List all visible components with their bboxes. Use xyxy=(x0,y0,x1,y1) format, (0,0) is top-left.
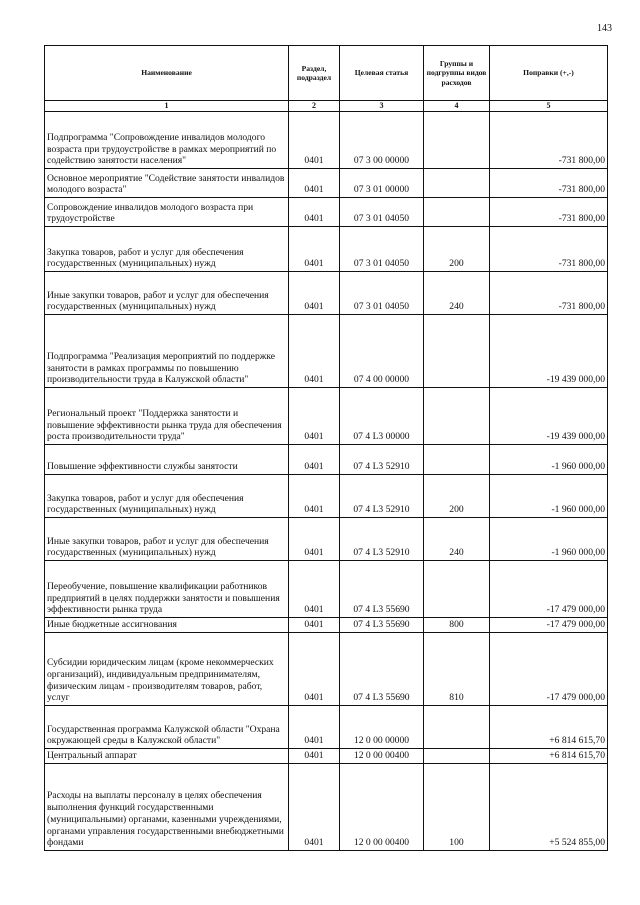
row-target: 07 4 L3 52910 xyxy=(340,475,424,518)
row-target: 07 3 01 04050 xyxy=(340,227,424,272)
table-row xyxy=(45,112,608,169)
row-name: Субсидии юридическим лицам (кроме некоммерческих организаций), индивидуальным предпринимателям, физическим лицам - производителям товаров, работ, услуг xyxy=(45,633,289,706)
row-group: 100 xyxy=(424,764,490,851)
row-group xyxy=(424,315,490,388)
row-amount: -19 439 000,00 xyxy=(490,315,608,388)
column-number: 4 xyxy=(424,101,490,112)
row-name: Закупка товаров, работ и услуг для обеспечения государственных (муниципальных) нужд xyxy=(45,227,289,272)
row-amount: -731 800,00 xyxy=(490,198,608,227)
header-name: Наименование xyxy=(45,46,289,101)
row-target: 12 0 00 00000 xyxy=(340,706,424,749)
row-group: 240 xyxy=(424,272,490,315)
row-name: Расходы на выплаты персоналу в целях обеспечения выполнения функций государственными (муниципальными) органами, казенными учреждениями, органами управления государственными внебюджетными фондами xyxy=(45,764,289,851)
row-target: 07 4 L3 55690 xyxy=(340,618,424,633)
row-name: Региональный проект "Поддержка занятости и повышение эффективности рынка труда для обеспечения роста производительности труда" xyxy=(45,388,289,445)
row-amount: +6 814 615,70 xyxy=(490,706,608,749)
row-amount: +5 524 855,00 xyxy=(490,764,608,851)
row-group: 810 xyxy=(424,633,490,706)
row-name: Подпрограмма "Реализация мероприятий по поддержке занятости в рамках программы по повышению производительности труда в Калужской области" xyxy=(45,315,289,388)
table-row xyxy=(45,227,608,272)
row-section: 0401 xyxy=(289,518,340,561)
row-amount: -17 479 000,00 xyxy=(490,633,608,706)
row-group: 800 xyxy=(424,618,490,633)
row-target: 07 4 L3 00000 xyxy=(340,388,424,445)
header-section: Раздел, подраздел xyxy=(289,46,340,101)
table-row xyxy=(45,169,608,198)
header-amendments: Поправки (+,-) xyxy=(490,46,608,101)
column-number: 2 xyxy=(289,101,340,112)
column-number: 1 xyxy=(45,101,289,112)
table-row xyxy=(45,198,608,227)
row-amount: -17 479 000,00 xyxy=(490,561,608,618)
row-amount: -19 439 000,00 xyxy=(490,388,608,445)
row-section: 0401 xyxy=(289,445,340,475)
row-section: 0401 xyxy=(289,561,340,618)
row-section: 0401 xyxy=(289,475,340,518)
table-row xyxy=(45,561,608,618)
row-section: 0401 xyxy=(289,169,340,198)
row-amount: -731 800,00 xyxy=(490,112,608,169)
row-section: 0401 xyxy=(289,112,340,169)
row-name: Подпрограмма "Сопровождение инвалидов молодого возраста при трудоустройстве в рамках мероприятий по содействию занятости населения" xyxy=(45,112,289,169)
row-target: 07 4 L3 55690 xyxy=(340,633,424,706)
row-group: 200 xyxy=(424,475,490,518)
table-row xyxy=(45,706,608,749)
row-group xyxy=(424,388,490,445)
row-group xyxy=(424,169,490,198)
row-section: 0401 xyxy=(289,618,340,633)
row-target: 07 3 00 00000 xyxy=(340,112,424,169)
row-name: Переобучение, повышение квалификации работников предприятий в целях поддержки занятости и повышения эффективности рынка труда xyxy=(45,561,289,618)
header-groups: Группы и подгруппы видов расходов xyxy=(424,46,490,101)
table-row xyxy=(45,272,608,315)
row-amount: -731 800,00 xyxy=(490,272,608,315)
row-target: 07 4 00 00000 xyxy=(340,315,424,388)
row-group xyxy=(424,749,490,764)
row-target: 12 0 00 00400 xyxy=(340,764,424,851)
budget-amendments-table xyxy=(44,45,608,851)
row-group xyxy=(424,445,490,475)
row-name: Закупка товаров, работ и услуг для обеспечения государственных (муниципальных) нужд xyxy=(45,475,289,518)
row-name: Иные закупки товаров, работ и услуг для обеспечения государственных (муниципальных) нужд xyxy=(45,518,289,561)
row-target: 07 3 01 04050 xyxy=(340,198,424,227)
row-name: Иные бюджетные ассигнования xyxy=(45,618,289,633)
row-group xyxy=(424,198,490,227)
row-name: Сопровождение инвалидов молодого возраста при трудоустройстве xyxy=(45,198,289,227)
column-number: 5 xyxy=(490,101,608,112)
column-number: 3 xyxy=(340,101,424,112)
column-number-row xyxy=(45,101,608,112)
row-amount: -731 800,00 xyxy=(490,227,608,272)
table-row xyxy=(45,633,608,706)
row-target: 12 0 00 00400 xyxy=(340,749,424,764)
row-section: 0401 xyxy=(289,764,340,851)
row-target: 07 4 L3 52910 xyxy=(340,518,424,561)
row-amount: -1 960 000,00 xyxy=(490,518,608,561)
row-section: 0401 xyxy=(289,315,340,388)
row-amount: -1 960 000,00 xyxy=(490,475,608,518)
row-amount: -1 960 000,00 xyxy=(490,445,608,475)
table-row xyxy=(45,445,608,475)
row-section: 0401 xyxy=(289,388,340,445)
row-section: 0401 xyxy=(289,749,340,764)
row-section: 0401 xyxy=(289,706,340,749)
row-target: 07 4 L3 52910 xyxy=(340,445,424,475)
row-group xyxy=(424,706,490,749)
row-section: 0401 xyxy=(289,272,340,315)
row-group: 200 xyxy=(424,227,490,272)
row-name: Государственная программа Калужской области "Охрана окружающей среды в Калужской области" xyxy=(45,706,289,749)
row-group xyxy=(424,112,490,169)
row-target: 07 3 01 00000 xyxy=(340,169,424,198)
table-row xyxy=(45,315,608,388)
row-amount: -731 800,00 xyxy=(490,169,608,198)
table-row xyxy=(45,475,608,518)
row-amount: -17 479 000,00 xyxy=(490,618,608,633)
row-section: 0401 xyxy=(289,198,340,227)
row-group: 240 xyxy=(424,518,490,561)
row-name: Иные закупки товаров, работ и услуг для обеспечения государственных (муниципальных) нужд xyxy=(45,272,289,315)
row-name: Центральный аппарат xyxy=(45,749,289,764)
row-group xyxy=(424,561,490,618)
table-row xyxy=(45,518,608,561)
row-name: Повышение эффективности службы занятости xyxy=(45,445,289,475)
table-row xyxy=(45,749,608,764)
row-section: 0401 xyxy=(289,227,340,272)
header-row xyxy=(45,46,608,101)
table-row xyxy=(45,618,608,633)
header-target: Целевая статья xyxy=(340,46,424,101)
row-target: 07 4 L3 55690 xyxy=(340,561,424,618)
row-amount: +6 814 615,70 xyxy=(490,749,608,764)
page-number: 143 xyxy=(597,23,612,34)
table-row xyxy=(45,764,608,851)
row-section: 0401 xyxy=(289,633,340,706)
row-name: Основное мероприятие "Содействие занятости инвалидов молодого возраста" xyxy=(45,169,289,198)
row-target: 07 3 01 04050 xyxy=(340,272,424,315)
table-row xyxy=(45,388,608,445)
